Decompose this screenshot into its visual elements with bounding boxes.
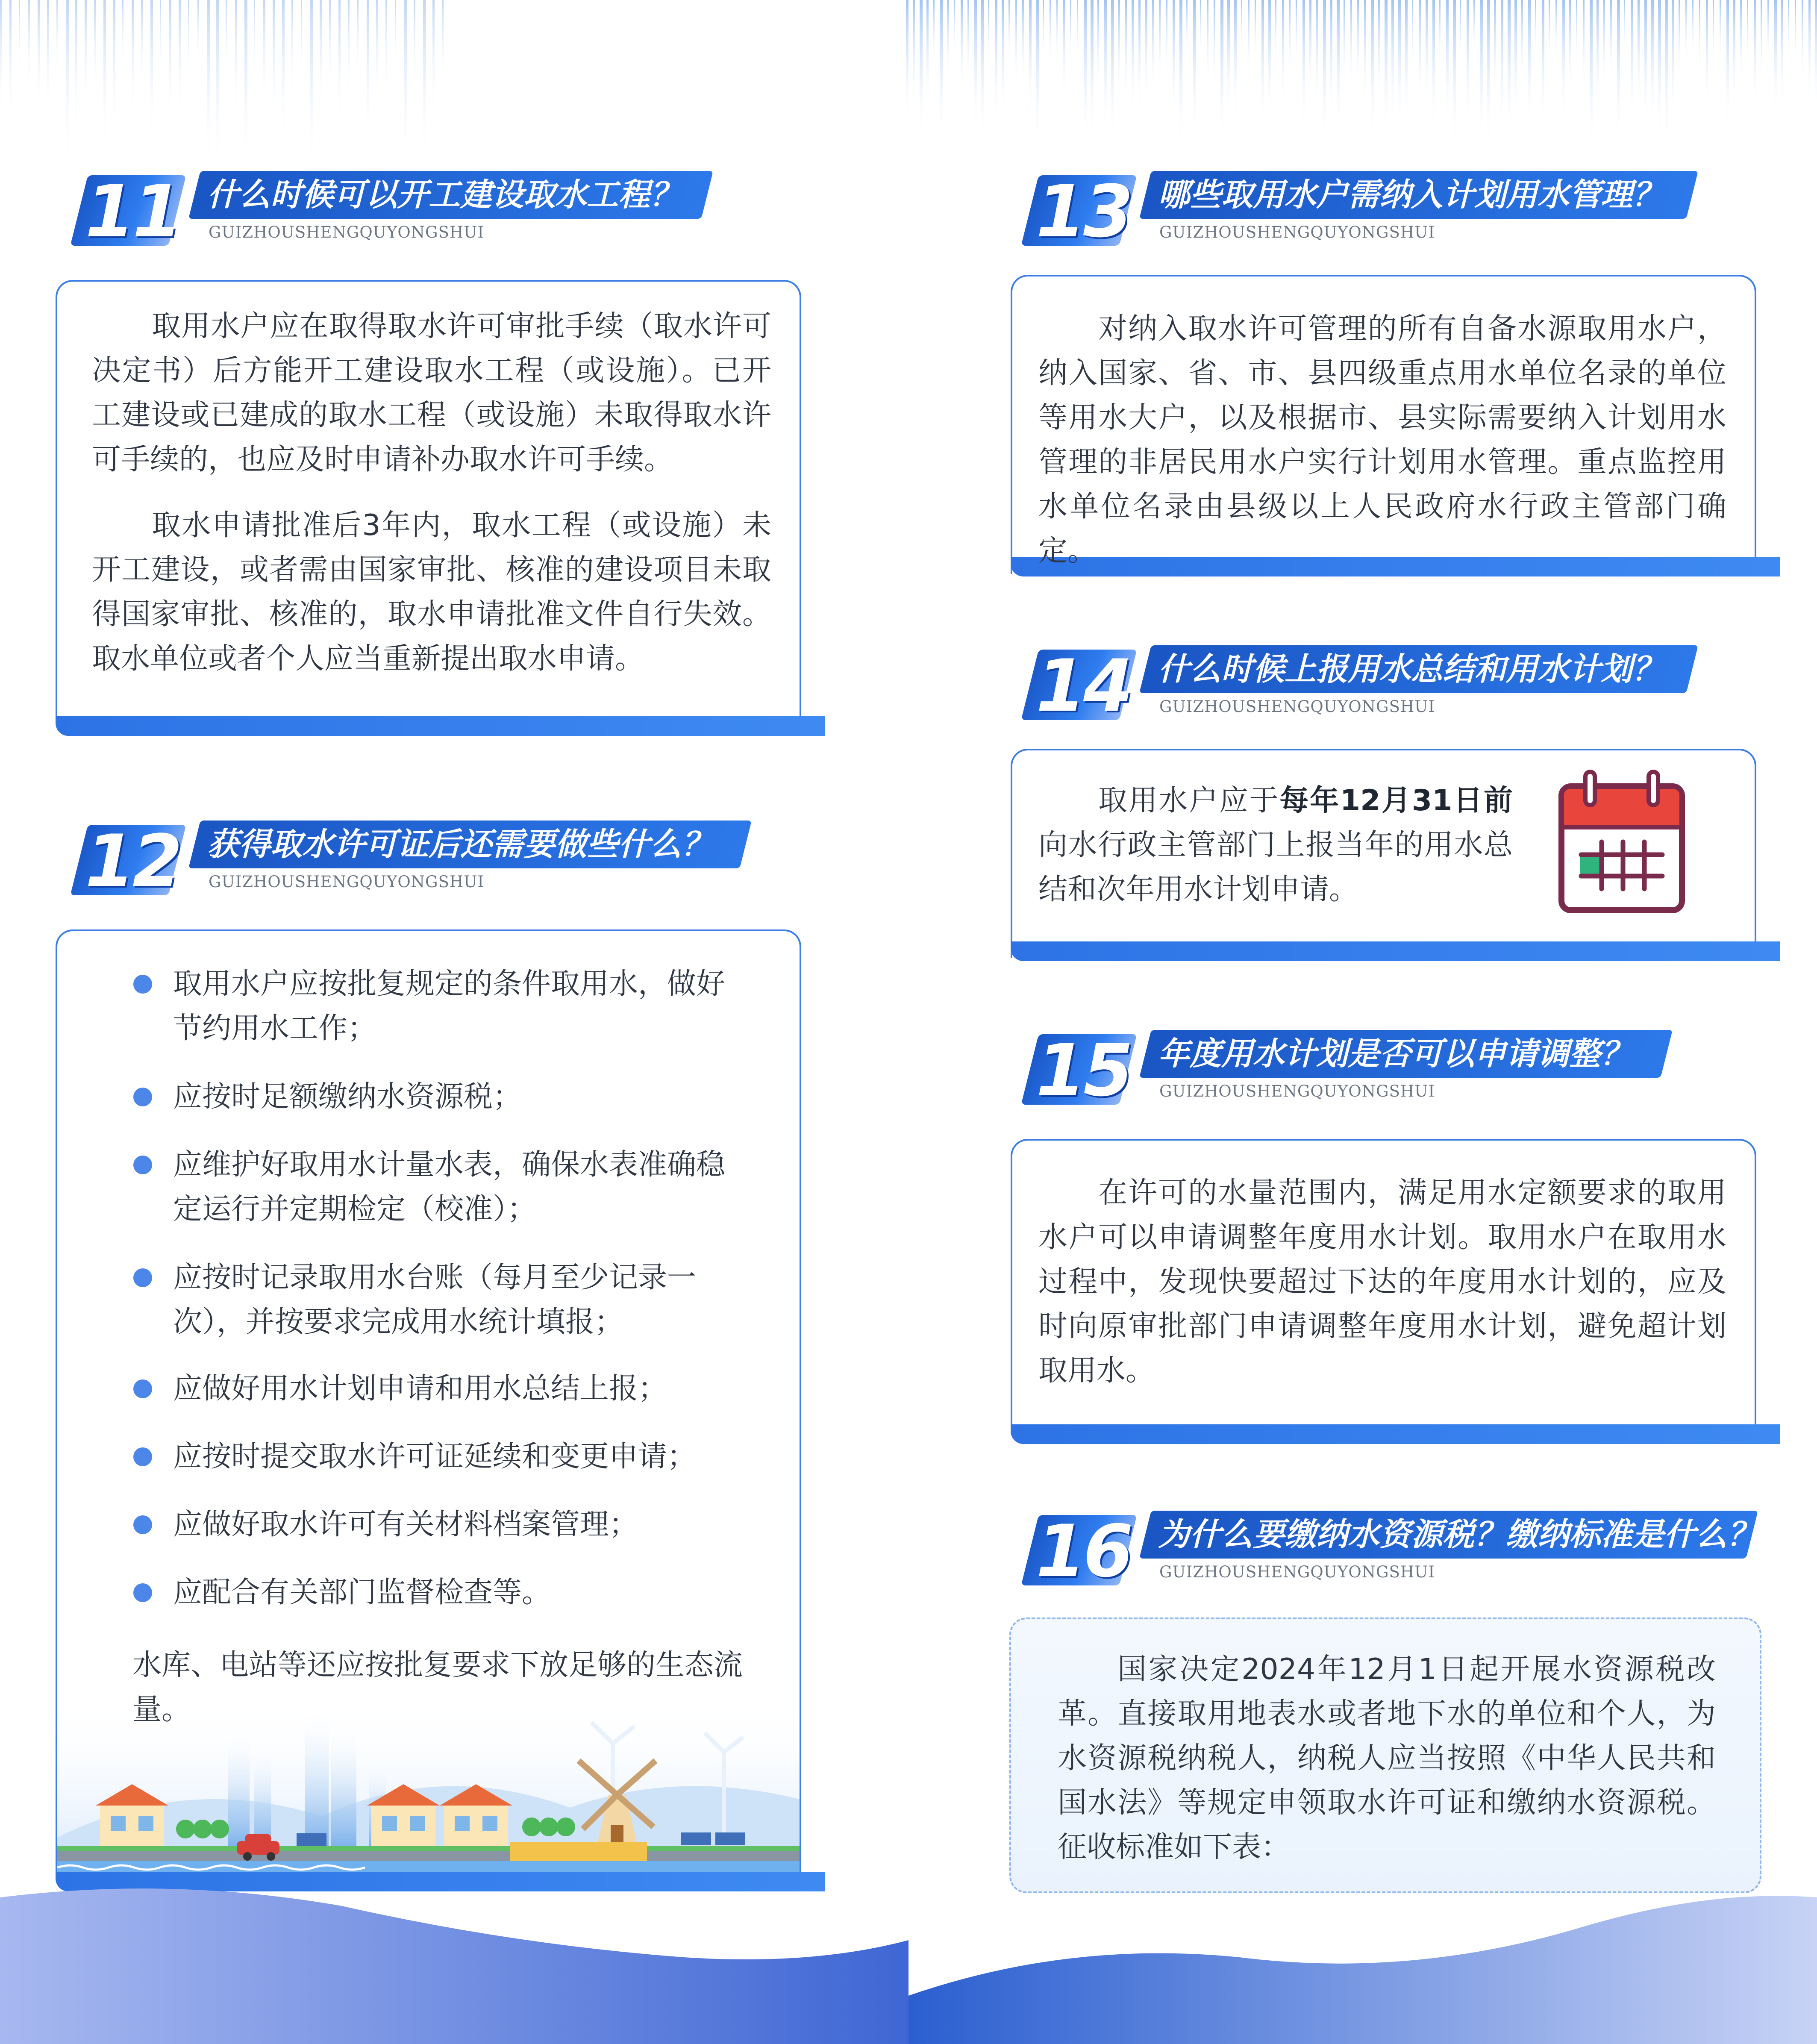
- section-title: 什么时候可以开工建设取水工程？: [207, 176, 682, 213]
- section-subtitle: GUIZHOUSHENGQUYONGSHUI: [1159, 223, 1435, 241]
- decorative-stripe: [1043, 0, 1044, 63]
- bullet-dot: [133, 1268, 152, 1287]
- card-bottom-bar: [56, 716, 825, 736]
- decorative-stripe: [1227, 0, 1230, 115]
- decorative-stripe: [1672, 0, 1674, 122]
- decorative-stripe: [1125, 0, 1127, 105]
- decorative-stripe: [1419, 0, 1421, 102]
- text-before: 取用水户应于: [1098, 784, 1280, 818]
- decorative-stripe: [1706, 0, 1708, 109]
- decorative-stripe: [1562, 0, 1565, 120]
- decorative-stripe: [1077, 0, 1078, 63]
- section-14-header: [1030, 645, 1705, 731]
- decorative-stripe: [244, 0, 247, 174]
- decorative-stripe: [1767, 0, 1769, 65]
- section-subtitle: GUIZHOUSHENGQUYONGSHUI: [209, 223, 485, 241]
- decorative-stripe: [1590, 0, 1593, 153]
- decorative-stripe: [1788, 0, 1789, 60]
- decorative-stripe: [348, 0, 350, 101]
- card-bottom-bar: [1011, 941, 1780, 961]
- decorative-stripe: [1364, 0, 1366, 106]
- decorative-stripe: [1726, 0, 1729, 131]
- bullet-dot: [133, 1088, 152, 1106]
- decorative-stripe: [1439, 0, 1441, 68]
- decorative-bottom-waves: [0, 1872, 1817, 2044]
- list-item: 应按时提交取水许可证延续和变更申请；: [173, 1440, 697, 1473]
- decorative-stripe: [1453, 0, 1456, 147]
- section-title: 年度用水计划是否可以申请调整？: [1158, 1035, 1632, 1072]
- decorative-stripe: [0, 0, 2, 120]
- decorative-stripe: [1316, 0, 1318, 109]
- decorative-stripe: [1050, 0, 1051, 68]
- section-12-footer-note: 水库、电站等还应按批复要求下放足够的生态流量。: [132, 1648, 743, 1726]
- decorative-stripe: [1063, 0, 1065, 103]
- decorative-stripe: [1350, 0, 1352, 88]
- decorative-stripe: [1330, 0, 1332, 121]
- decorative-stripe: [1494, 0, 1496, 98]
- decorative-stripe: [1631, 0, 1633, 126]
- calendar-icon: [1555, 769, 1688, 919]
- decorative-stripe: [442, 0, 444, 90]
- decorative-stripe: [1679, 0, 1680, 79]
- decorative-stripe: [1487, 0, 1490, 148]
- decorative-stripe: [1214, 0, 1215, 93]
- bullet-dot: [133, 1156, 152, 1174]
- list-item: 应按时足额缴纳水资源税；: [173, 1080, 522, 1114]
- decorative-stripe: [1432, 0, 1435, 133]
- decorative-stripe: [1323, 0, 1326, 145]
- decorative-stripe: [981, 0, 984, 141]
- decorative-stripe: [301, 0, 302, 83]
- decorative-stripe: [47, 0, 49, 122]
- decorative-stripe: [1166, 0, 1167, 74]
- decorative-stripe: [75, 0, 77, 132]
- decorative-stripe: [9, 0, 12, 128]
- decorative-stripe: [1200, 0, 1201, 58]
- section-number: 14: [1036, 644, 1131, 728]
- decorative-stripe: [197, 0, 199, 69]
- list-item: 应做好取水许可有关材料档案管理；: [173, 1508, 638, 1541]
- section-number: 12: [85, 819, 180, 903]
- decorative-stripe: [1713, 0, 1714, 72]
- decorative-stripe: [1555, 0, 1557, 60]
- list-item: 应做好用水计划申请和用水总结上报；: [173, 1372, 667, 1406]
- decorative-stripe: [1576, 0, 1577, 64]
- decorative-stripe: [1638, 0, 1640, 107]
- decorative-stripe: [1692, 0, 1694, 56]
- decorative-stripes-right: [906, 0, 1817, 154]
- list-item: 应按时记录取用水台账（每月至少记录一次），并按要求完成用水统计填报；: [173, 1261, 697, 1339]
- decorative-stripe: [1651, 0, 1654, 126]
- decorative-stripe: [906, 0, 908, 127]
- bullet-dot: [133, 1447, 152, 1466]
- card-bottom-bar: [1011, 1424, 1780, 1444]
- decorative-stripe: [376, 0, 378, 104]
- decorative-stripe: [1747, 0, 1748, 69]
- decorative-stripe: [1118, 0, 1120, 95]
- decorative-stripe: [1603, 0, 1605, 91]
- decorative-stripe: [1097, 0, 1099, 93]
- decorative-stripe: [1371, 0, 1374, 142]
- decorative-stripe: [1699, 0, 1700, 73]
- decorative-stripe: [179, 0, 181, 120]
- decorative-stripe: [1412, 0, 1413, 73]
- decorative-stripe: [1357, 0, 1359, 85]
- section-number: 13: [1036, 170, 1131, 253]
- decorative-stripe: [1002, 0, 1004, 124]
- decorative-stripe: [19, 0, 20, 76]
- decorative-stripe: [1241, 0, 1242, 55]
- decorative-stripe: [1179, 0, 1182, 151]
- list-item: 应配合有关部门监督检查等。: [173, 1576, 551, 1609]
- decorative-stripe: [1508, 0, 1511, 135]
- decorative-stripe: [995, 0, 997, 128]
- decorative-stripe: [66, 0, 69, 165]
- section-title: 获得取水许可证后还需要做些什么？: [207, 826, 713, 863]
- decorative-stripe: [1186, 0, 1188, 55]
- section-title: 为什么要缴纳水资源税？缴纳标准是什么？: [1158, 1516, 1759, 1553]
- decorative-stripe: [263, 0, 265, 112]
- decorative-stripe: [1446, 0, 1449, 124]
- decorative-stripe: [1337, 0, 1340, 134]
- decorative-stripe: [1132, 0, 1134, 116]
- bullet-dot: [133, 1379, 152, 1398]
- decorative-stripe: [1255, 0, 1256, 63]
- decorative-stripe: [1104, 0, 1107, 132]
- decorative-stripe: [103, 0, 106, 154]
- decorative-stripe: [1795, 0, 1796, 69]
- decorative-stripe: [235, 0, 237, 115]
- decorative-stripe: [947, 0, 949, 79]
- decorative-stripe: [1665, 0, 1668, 149]
- decorative-stripe: [1084, 0, 1087, 145]
- decorative-stripe: [310, 0, 313, 178]
- decorative-stripe: [432, 0, 435, 118]
- decorative-stripe: [367, 0, 369, 153]
- decorative-stripe: [1138, 0, 1141, 112]
- decorative-stripe: [385, 0, 387, 104]
- decorative-stripe: [85, 0, 87, 111]
- decorative-stripe: [940, 0, 943, 142]
- decorative-stripe: [113, 0, 115, 139]
- decorative-stripe: [1344, 0, 1345, 90]
- decorative-stripe: [1802, 0, 1803, 89]
- decorative-stripe: [1583, 0, 1585, 93]
- decorative-stripe: [1289, 0, 1291, 78]
- decorative-stripe: [141, 0, 143, 90]
- decorative-stripe: [1070, 0, 1071, 64]
- section-14-paragraph: [1038, 779, 1513, 912]
- decorative-stripe: [1535, 0, 1536, 59]
- deadline-highlight: 每年12月31日前: [1279, 784, 1513, 818]
- decorative-stripe: [338, 0, 341, 126]
- decorative-stripe: [414, 0, 415, 91]
- section-15-header: [1030, 1030, 1705, 1115]
- decorative-stripe: [1761, 0, 1762, 87]
- decorative-stripes-left: [0, 0, 449, 179]
- decorative-stripe: [1173, 0, 1175, 121]
- decorative-stripe: [1473, 0, 1475, 54]
- section-number: 15: [1036, 1029, 1131, 1112]
- decorative-stripe: [974, 0, 977, 132]
- decorative-stripe: [132, 0, 134, 121]
- decorative-stripe: [1774, 0, 1777, 115]
- decorative-stripe: [1282, 0, 1284, 106]
- decorative-stripe: [216, 0, 219, 176]
- decorative-stripe: [1152, 0, 1154, 94]
- decorative-stripe: [1781, 0, 1783, 107]
- section-11-paragraph-2: 取水申请批准后3年内，取水工程（或设施）未开工建设，或者需由国家审批、核准的建设项目未取得国家审批、核准的，取水申请批准文件自行失效。取水单位或者个人应当重新提出取水申请。: [92, 509, 771, 676]
- decorative-stripe: [1426, 0, 1428, 103]
- text-after: 向水行政主管部门上报当年的用水总结和次年用水计划申请。: [1038, 828, 1513, 906]
- bullet-dot: [133, 1583, 152, 1602]
- decorative-stripe: [273, 0, 275, 127]
- decorative-stripe: [207, 0, 210, 172]
- decorative-stripe: [1480, 0, 1483, 142]
- decorative-stripe: [150, 0, 153, 141]
- decorative-stripe: [1159, 0, 1161, 83]
- decorative-stripe: [933, 0, 935, 66]
- decorative-stripe: [1111, 0, 1114, 146]
- decorative-stripe: [1521, 0, 1523, 81]
- decorative-stripe: [423, 0, 426, 166]
- decorative-stripe: [1008, 0, 1010, 60]
- decorative-stripe: [1685, 0, 1687, 63]
- decorative-stripe: [395, 0, 396, 72]
- decorative-stripe: [1029, 0, 1032, 115]
- decorative-stripe: [1275, 0, 1276, 65]
- list-item: 取用水户应按批复规定的条件取用水，做好节约用水工作；: [173, 967, 726, 1045]
- decorative-stripe: [1720, 0, 1721, 61]
- decorative-stripe: [1808, 0, 1811, 97]
- decorative-stripe: [1405, 0, 1408, 121]
- decorative-stripe: [1740, 0, 1742, 85]
- decorative-stripe: [1754, 0, 1756, 109]
- decorative-stripe: [1091, 0, 1094, 142]
- decorative-stripe: [1624, 0, 1625, 55]
- decorative-stripe: [38, 0, 40, 115]
- section-subtitle: GUIZHOUSHENGQUYONGSHUI: [1159, 697, 1435, 716]
- decorative-stripe: [122, 0, 123, 72]
- decorative-stripe: [1733, 0, 1735, 109]
- decorative-stripe: [1644, 0, 1647, 127]
- decorative-stripe: [1815, 0, 1817, 110]
- section-title: 哪些取用水户需纳入计划用水管理？: [1158, 176, 1664, 213]
- decorative-stripe: [1022, 0, 1024, 83]
- section-11-paragraph-1: 取用水户应在取得取水许可审批手续（取水许可决定书）后方能开工建设取水工程（或设施）。已开工建设或已建成的取水工程（或设施）未取得取水许可手续的，也应及时申请补办取水许可手续。: [92, 309, 771, 476]
- section-13-header: [1030, 171, 1705, 256]
- decorative-stripe: [1220, 0, 1223, 146]
- section-subtitle: GUIZHOUSHENGQUYONGSHUI: [1159, 1563, 1435, 1581]
- decorative-stripe: [1145, 0, 1147, 105]
- decorative-stripe: [1385, 0, 1388, 136]
- bullet-dot: [133, 1515, 152, 1534]
- decorative-stripe: [1528, 0, 1531, 127]
- decorative-stripe: [1549, 0, 1550, 67]
- decorative-stripe: [329, 0, 331, 90]
- decorative-stripe: [1309, 0, 1311, 98]
- section-title: 什么时候上报用水总结和用水计划？: [1158, 651, 1664, 688]
- decorative-stripe: [1268, 0, 1271, 118]
- decorative-stripe: [320, 0, 322, 115]
- decorative-stripe: [1617, 0, 1620, 146]
- decorative-stripe: [988, 0, 989, 64]
- decorative-stripe: [160, 0, 161, 81]
- decorative-stripe: [961, 0, 963, 95]
- decorative-stripe: [926, 0, 929, 107]
- decorative-stripe: [1261, 0, 1264, 128]
- decorative-stripe: [357, 0, 359, 81]
- decorative-stripe: [913, 0, 915, 112]
- decorative-stripe: [1391, 0, 1394, 123]
- decorative-stripe: [1610, 0, 1612, 83]
- section-15-paragraph: 在许可的水量范围内，满足用水定额要求的取用水户可以申请调整年度用水计划。取用水户在取用水过程中，发现快要超过下达的年度用水计划的，应及时向原审批部门申请调整年度用水计划，避免超计划取用水。: [1038, 1176, 1726, 1388]
- decorative-stripe: [291, 0, 293, 96]
- decorative-stripe: [1514, 0, 1517, 119]
- decorative-stripe: [94, 0, 96, 96]
- decorative-stripe: [1467, 0, 1469, 125]
- decorative-stripe: [1015, 0, 1017, 87]
- decorative-stripe: [1569, 0, 1571, 94]
- decorative-stripe: [1193, 0, 1196, 140]
- decorative-stripe: [282, 0, 285, 141]
- decorative-stripe: [1302, 0, 1305, 131]
- decorative-stripe: [1542, 0, 1544, 130]
- section-11-header: [79, 171, 741, 256]
- decorative-stripe: [56, 0, 58, 72]
- decorative-stripe: [404, 0, 407, 171]
- section-subtitle: GUIZHOUSHENGQUYONGSHUI: [1159, 1082, 1435, 1100]
- decorative-stripe: [188, 0, 189, 83]
- list-item: 应维护好取用水计量水表，确保水表准确稳定运行并定期检定（校准）；: [173, 1148, 726, 1226]
- decorative-stripe: [1036, 0, 1039, 151]
- decorative-stripe: [169, 0, 171, 128]
- section-16-paragraph: 国家决定2024年12月1日起开展水资源税改革。直接取用地表水或者地下水的单位和个人，为水资源税纳税人，纳税人应当按照《中华人民共和国水法》等规定申领取水许可证和缴纳水资源税。征收标准如下表：: [1058, 1653, 1716, 1864]
- decorative-stripe: [254, 0, 255, 85]
- decorative-stripe: [1234, 0, 1237, 120]
- section-16-header: [1030, 1511, 1765, 1596]
- decorative-stripe: [28, 0, 30, 91]
- section-13-paragraph: 对纳入取水许可管理的所有自备水源取用水户，纳入国家、省、市、县四级重点用水单位名录的单位等用水大户，以及根据市、县实际需要纳入计划用水管理的非居民用水户实行计划用水管理。重点监控用水单位名录由县级以上人民政府水行政主管部门确定。: [1038, 312, 1726, 568]
- decorative-stripe: [1460, 0, 1461, 68]
- decorative-stripe: [1596, 0, 1599, 112]
- section-number: 16: [1036, 1509, 1131, 1593]
- section-number: 11: [85, 170, 180, 253]
- decorative-stripe: [1398, 0, 1401, 127]
- decorative-stripe: [1378, 0, 1380, 102]
- decorative-stripe: [1207, 0, 1208, 88]
- section-12-header: [79, 821, 780, 906]
- decorative-stripe: [1296, 0, 1297, 66]
- decorative-stripe: [1056, 0, 1058, 63]
- section-subtitle: GUIZHOUSHENGQUYONGSHUI: [209, 873, 485, 891]
- decorative-stripe: [1501, 0, 1503, 132]
- decorative-stripe: [954, 0, 955, 59]
- decorative-stripe: [920, 0, 923, 143]
- decorative-stripe: [226, 0, 227, 77]
- decorative-stripe: [1658, 0, 1661, 138]
- bullet-dot: [133, 975, 152, 994]
- decorative-stripe: [1248, 0, 1250, 77]
- decorative-stripe: [967, 0, 969, 84]
